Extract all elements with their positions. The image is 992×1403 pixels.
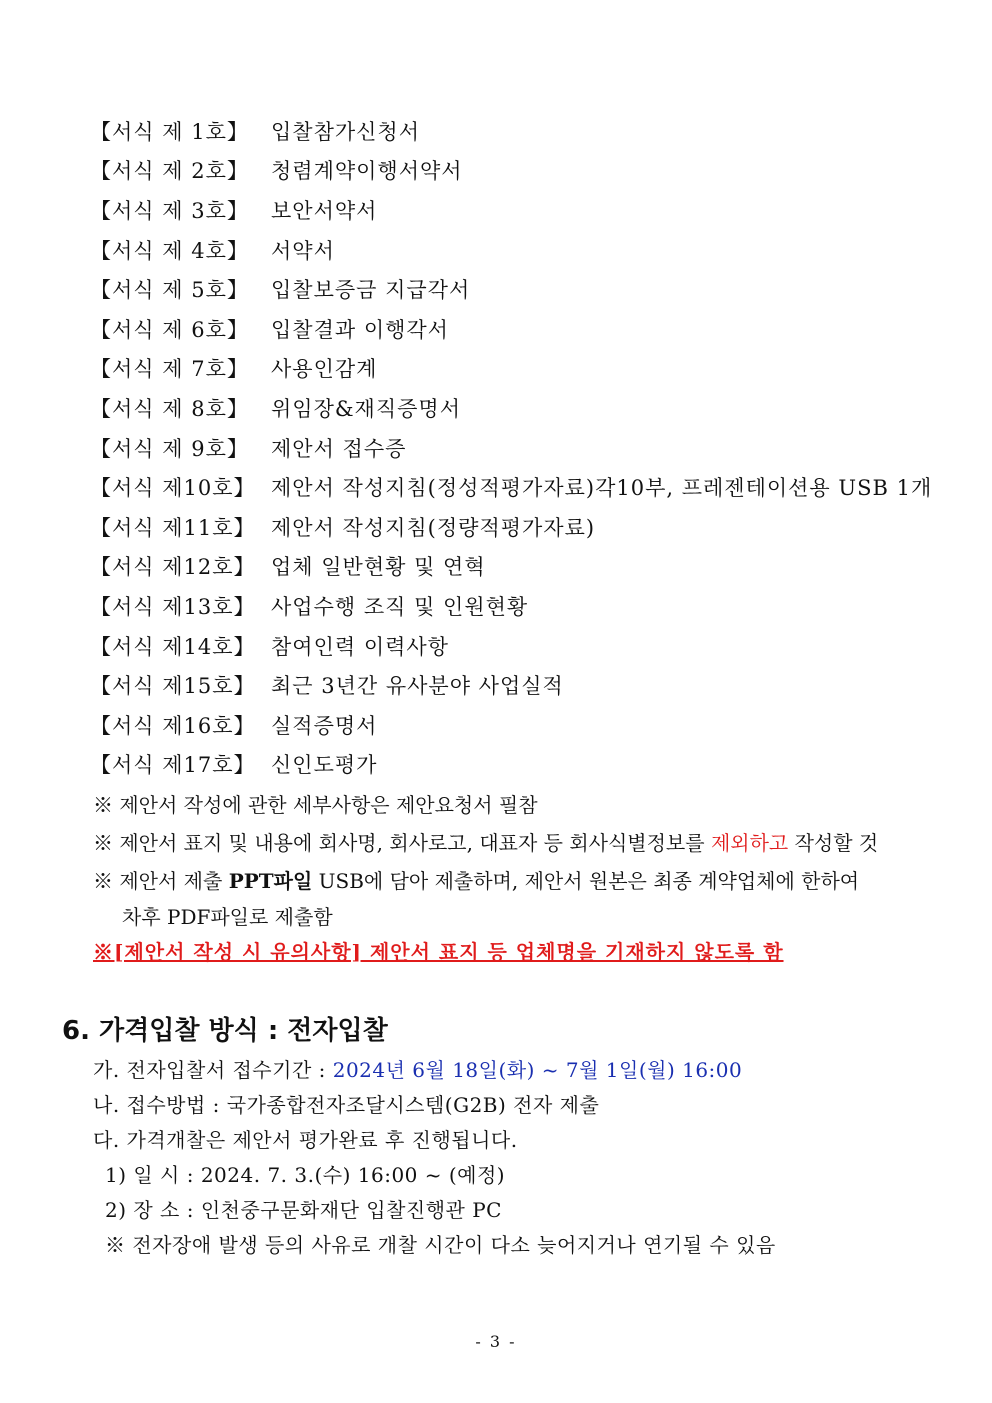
form-item xyxy=(90,230,950,270)
form-item xyxy=(90,269,950,309)
bid-period-label: 가. 전자입찰서 접수기간 : xyxy=(93,1058,333,1082)
form-title: 위임장&재직증명서 xyxy=(271,396,461,421)
form-title: 제안서 작성지침(정성적평가자료)각10부, 프레젠테이션용 USB 1개 xyxy=(271,476,933,501)
note-anonymity-highlight: 제외하고 xyxy=(710,831,789,855)
form-title: 입찰참가신청서 xyxy=(271,119,421,144)
form-title: 보안서약서 xyxy=(271,198,378,223)
form-item xyxy=(90,705,950,745)
form-title: 업체 일반현황 및 연혁 xyxy=(271,555,486,580)
form-title: 최근 3년간 유사분야 사업실적 xyxy=(271,674,564,699)
form-item xyxy=(90,111,950,151)
form-code: 【서식 제12호】 xyxy=(90,555,256,580)
form-item xyxy=(90,388,950,428)
form-item xyxy=(90,428,950,468)
form-item xyxy=(90,309,950,349)
form-title: 제안서 작성지침(정량적평가자료) xyxy=(271,515,596,540)
note-submission-a: ※ 제안서 제출 xyxy=(93,869,229,893)
form-code: 【서식 제16호】 xyxy=(90,713,256,738)
note-anonymity xyxy=(93,824,953,862)
form-title: 참여인력 이력사항 xyxy=(271,634,449,659)
form-title: 청렴계약이행서약서 xyxy=(271,159,463,184)
form-list xyxy=(90,111,950,784)
form-title: 사업수행 조직 및 인원현황 xyxy=(271,594,529,619)
note-anonymity-b: 작성할 것 xyxy=(788,831,879,855)
form-title: 실적증명서 xyxy=(271,713,378,738)
form-code: 【서식 제10호】 xyxy=(90,476,256,501)
form-item xyxy=(90,467,950,507)
form-item xyxy=(90,547,950,587)
note-submission-b: USB에 담아 제출하며, 제안서 원본은 최종 계약업체에 한하여 xyxy=(312,869,860,893)
bid-period xyxy=(93,1053,953,1088)
form-title: 제안서 접수증 xyxy=(271,436,407,461)
form-title: 신인도평가 xyxy=(271,753,378,778)
bid-opening: 다. 가격개찰은 제안서 평가완료 후 진행됩니다. xyxy=(93,1128,518,1152)
form-code: 【서식 제13호】 xyxy=(90,594,256,619)
form-item xyxy=(90,665,950,705)
form-code: 【서식 제 2호】 xyxy=(90,159,249,184)
note-submission-cont: 차후 PDF파일로 제출함 xyxy=(122,905,333,929)
bid-period-dates: 2024년 6월 18일(화) ~ 7월 1일(월) 16:00 xyxy=(332,1058,743,1082)
form-code: 【서식 제14호】 xyxy=(90,634,256,659)
form-item xyxy=(90,586,950,626)
note-details: ※ 제안서 작성에 관한 세부사항은 제안요청서 필참 xyxy=(93,793,538,817)
form-code: 【서식 제 8호】 xyxy=(90,396,249,421)
page-number: - 3 - xyxy=(475,1332,517,1351)
form-item xyxy=(90,349,950,389)
note-submission xyxy=(93,862,953,898)
form-code: 【서식 제17호】 xyxy=(90,753,256,778)
form-code: 【서식 제 6호】 xyxy=(90,317,249,342)
form-code: 【서식 제 4호】 xyxy=(90,238,249,263)
form-code: 【서식 제 7호】 xyxy=(90,357,249,382)
form-item xyxy=(90,190,950,230)
form-code: 【서식 제15호】 xyxy=(90,674,256,699)
form-item xyxy=(90,507,950,547)
section-title: 6. 가격입찰 방식 : 전자입찰 xyxy=(62,1016,388,1046)
bid-opening-datetime: 1) 일 시 : 2024. 7. 3.(수) 16:00 ~ (예정) xyxy=(105,1163,506,1187)
form-code: 【서식 제 5호】 xyxy=(90,278,249,303)
bid-details xyxy=(93,1053,953,1263)
warning-note: ※[제안서 작성 시 유의사항] 제안서 표지 등 업체명을 기재하지 않도록 함 xyxy=(93,940,784,964)
bid-method: 나. 접수방법 : 국가종합전자조달시스템(G2B) 전자 제출 xyxy=(93,1093,600,1117)
note-anonymity-a: ※ 제안서 표지 및 내용에 회사명, 회사로고, 대표자 등 회사식별정보를 xyxy=(93,831,711,855)
note-submission-bold: PPT파일 xyxy=(228,869,313,893)
form-title: 사용인감계 xyxy=(271,357,378,382)
form-code: 【서식 제 9호】 xyxy=(90,436,249,461)
bid-delay-note: ※ 전자장애 발생 등의 사유로 개찰 시간이 다소 늦어지거나 연기될 수 있음 xyxy=(105,1233,776,1257)
bid-opening-place: 2) 장 소 : 인천중구문화재단 입찰진행관 PC xyxy=(105,1198,502,1222)
form-title: 입찰결과 이행각서 xyxy=(271,317,449,342)
form-title: 입찰보증금 지급각서 xyxy=(271,278,471,303)
form-item xyxy=(90,151,950,191)
form-title: 서약서 xyxy=(271,238,335,263)
form-item xyxy=(90,626,950,666)
form-item xyxy=(90,745,950,785)
form-code: 【서식 제 1호】 xyxy=(90,119,249,144)
notes-block xyxy=(93,786,953,965)
form-code: 【서식 제11호】 xyxy=(90,515,256,540)
form-code: 【서식 제 3호】 xyxy=(90,198,249,223)
